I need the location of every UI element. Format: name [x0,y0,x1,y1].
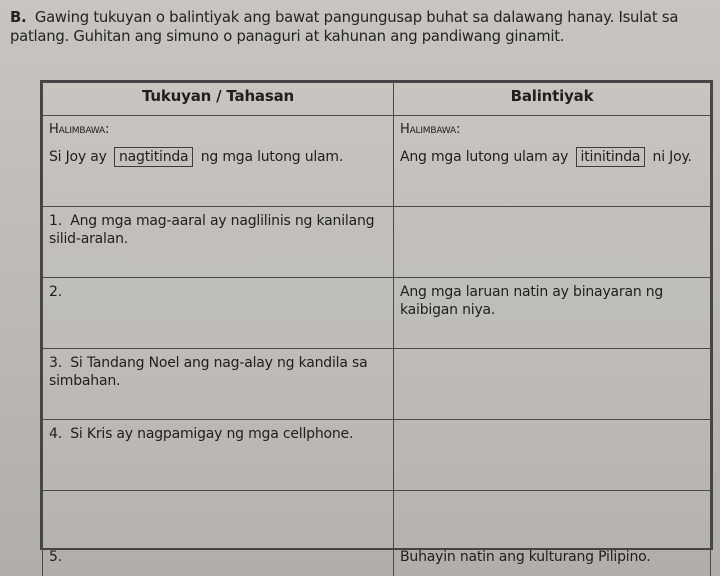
example-left-verb-box: nagtitinda [114,147,193,167]
row1-left-cell [43,207,394,278]
row-left-text: Ang mga mag-aaral ay naglilinis ng kanilang silid-aralan. [49,213,375,247]
row4-right-blank[interactable] [394,420,711,491]
example-right-verb-box: itinitinda [576,147,646,167]
example-row [43,116,711,207]
example-label-right: Halimbawa: [400,122,461,137]
exercise-table [40,80,713,565]
instructions-text: Gawing tukuyan o balintiyak ang bawat pangungusap buhat sa dalawang hanay. Isulat sa patlang. Guhitan ang simuno o panaguri at kahunan ang pandiwang ginamit. [10,9,679,45]
row-right-text: Buhayin natin ang kulturang Pilipino. [400,549,651,565]
row-left-text: Si Kris ay nagpamigay ng mga cellphone. [70,426,354,442]
row4-left-cell [43,420,394,491]
example-left-cell [43,116,394,207]
table-row [43,207,711,278]
row-left-text: Si Tandang Noel ang nag-alay ng kandila sa simbahan. [49,355,368,389]
row3-left-cell [43,349,394,420]
row5-right-cell [394,491,711,576]
row-number: 2. [49,284,62,300]
table-row [43,278,711,349]
example-right-cell [394,116,711,207]
row-number: 5. [49,549,62,565]
header-balintiyak: Balintiyak [394,83,711,116]
table-row [43,491,711,576]
header-tukuyan: Tukuyan / Tahasan [43,83,394,116]
row-number: 1. [49,213,62,229]
row1-right-blank[interactable] [394,207,711,278]
example-right-before: Ang mga lutong ulam ay [400,149,569,165]
example-left-after: ng mga lutong ulam. [200,149,344,165]
row-number: 3. [49,355,62,371]
table-row [43,349,711,420]
table-row [43,420,711,491]
row-number: 4. [49,426,62,442]
row5-left-blank[interactable] [43,491,394,576]
row2-left-blank[interactable] [43,278,394,349]
row2-right-cell [394,278,711,349]
row3-right-blank[interactable] [394,349,711,420]
instructions [10,8,715,46]
instructions-letter: B. [10,9,27,26]
example-right-after: ni Joy. [652,149,692,165]
row-right-text: Ang mga laruan natin ay binayaran ng kaibigan niya. [400,284,664,318]
example-label-left: Halimbawa: [49,122,110,137]
example-left-before: Si Joy ay [49,149,107,165]
